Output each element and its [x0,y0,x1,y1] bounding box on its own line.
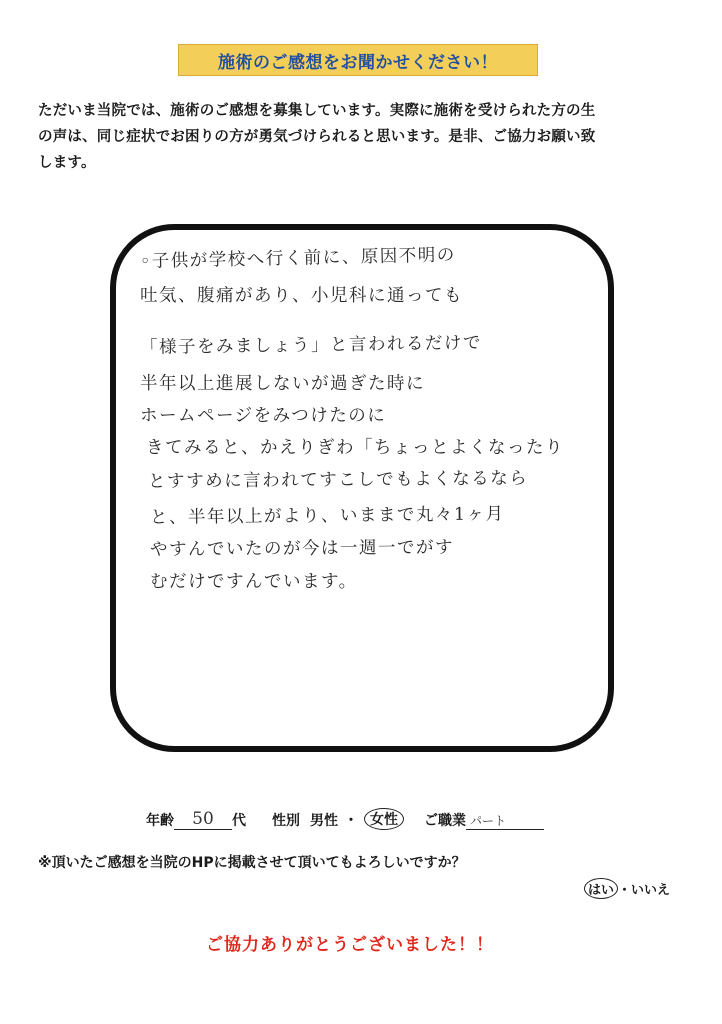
consent-yes-selected[interactable]: はい [584,878,618,899]
intro-line: の声は、同じ症状でお困りの方が勇気づけられると思います。是非、ご協力お願い致 [38,129,596,145]
age-field[interactable]: 50 [174,809,232,830]
occupation-field[interactable]: パート [466,812,544,830]
intro-paragraph [38,98,688,176]
intro-line: ただいま当院では、施術のご感想を募集しています。実際に施術を受けられた方の生 [38,103,596,119]
occupation-label: ご職業 [424,813,466,829]
consent-question: ※頂いたご感想を当院のHPに掲載させて頂いてもよろしいですか？ [38,855,466,871]
handwritten-line: やすんでいたのが今は一週一でがす [149,537,455,560]
respondent-info-row [146,808,544,830]
intro-line: します。 [38,155,96,171]
gender-separator: ・ [344,813,358,829]
gender-option-female-selected[interactable]: 女性 [364,808,404,830]
handwritten-line: 「様子をみましょう」と言われるだけで [139,333,483,358]
gender-label: 性別 [272,813,300,829]
thank-you-message: ご協力ありがとうございました！！ [206,935,494,955]
gender-option-male[interactable]: 男性 [310,813,338,829]
handwritten-line: とすすめに言われてすこしでもよくなるなら [147,468,529,492]
age-suffix: 代 [232,813,246,829]
page-title: 施術のご感想をお聞かせください！ [218,52,498,73]
title-banner [178,44,538,76]
age-label: 年齢 [146,813,174,829]
consent-options [584,878,670,899]
handwritten-line: ◦子供が学校へ行く前に、原因不明の [139,245,456,272]
consent-separator: ・ [618,883,632,898]
handwritten-line: と、半年以上がより、いままで丸々1ヶ月 [149,504,505,528]
consent-no[interactable]: いいえ [631,883,671,898]
